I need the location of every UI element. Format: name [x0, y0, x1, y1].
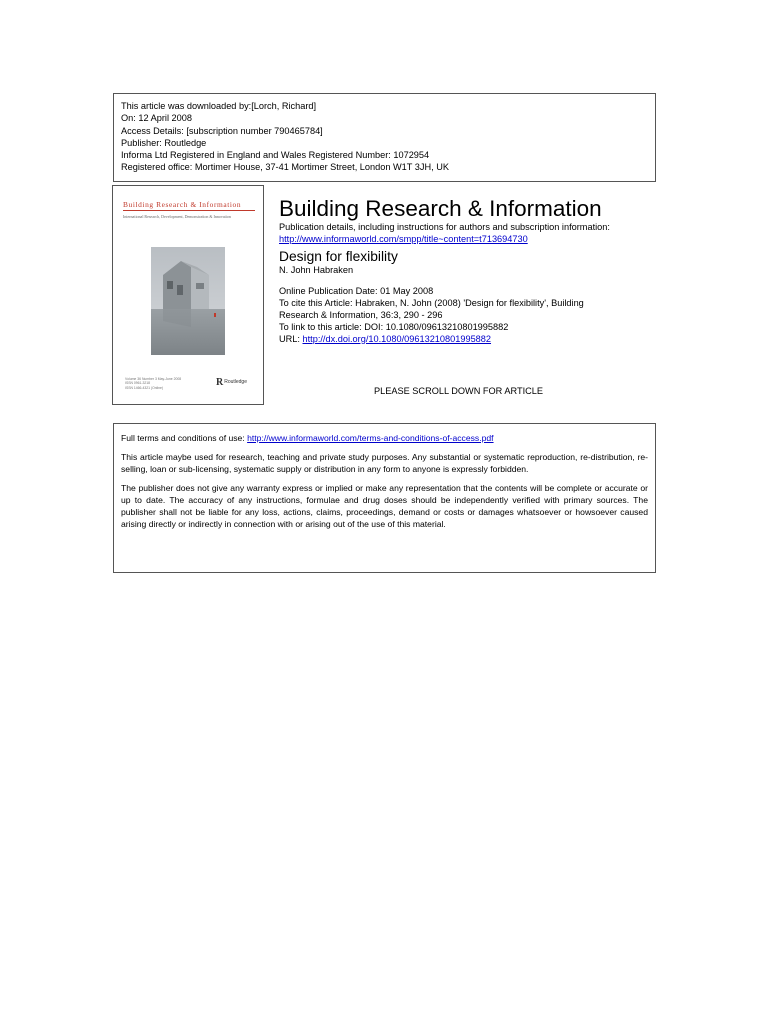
article-title: Design for flexibility	[279, 248, 398, 264]
url-label: URL:	[279, 333, 303, 344]
url-line	[279, 334, 659, 346]
cover-title: Building Research & Information	[123, 200, 242, 209]
disclaimer-paragraph: The publisher does not give any warranty express or implied or make any representation that the contents will be complete or accurate or up to date. The accuracy of any instructions, formulae and drug doses should be independently verified with primary sources. The publisher shall not be liable for any loss, actions, claims, proceedings, demand or costs or damages whatsoever or howsoever caused arising directly or indirectly in connection with or arising out of the use of this material.	[121, 482, 648, 530]
cover-footer-line: ISSN 1466-4321 (Online)	[125, 386, 164, 391]
access-details: Access Details: [subscription number 790465784]	[121, 125, 323, 136]
terms-link[interactable]: http://www.informaworld.com/terms-and-conditions-of-access.pdf	[247, 433, 494, 443]
registered-office: Registered office: Mortimer House, 37-41 Mortimer Street, London W1T 3JH, UK	[121, 162, 449, 173]
download-date: On: 12 April 2008	[121, 113, 192, 124]
journal-title: Building Research & Information	[279, 196, 602, 221]
terms-label: Full terms and conditions of use:	[121, 433, 248, 443]
routledge-logo-icon: R	[215, 377, 224, 388]
article-author: N. John Habraken	[279, 264, 354, 275]
online-publication-date: Online Publication Date: 01 May 2008	[279, 286, 434, 297]
cover-footer-line: ISSN 0961-3218	[125, 381, 151, 386]
usage-paragraph: This article maybe used for research, teaching and private study purposes. Any substantial or systematic reproduction, re-distribution, re-selling, loan or sub-licensing, systematic supply or distribution in any form to anyone is expressly forbidden.	[121, 451, 648, 474]
download-info-box	[113, 93, 656, 182]
doi-line: To link to this article: DOI: 10.1080/09613210801995882	[279, 321, 509, 332]
cover-footer-line: Volume 36 Number 3 May-June 2008	[125, 376, 182, 381]
terms-link-line	[121, 432, 648, 444]
cover-publisher-name: Routledge	[224, 379, 247, 385]
publisher: Publisher: Routledge	[121, 137, 207, 148]
registration: Informa Ltd Registered in England and Wales Registered Number: 1072954	[121, 150, 430, 161]
cover-publisher-logo	[216, 377, 247, 388]
cover-footer	[125, 377, 181, 391]
citation-line: To cite this Article: Habraken, N. John (2008) 'Design for flexibility', Building	[279, 298, 584, 309]
publication-details-note: Publication details, including instructions for authors and subscription information:	[279, 222, 610, 232]
citation-line: Research & Information, 36:3, 290 - 296	[279, 309, 443, 320]
downloaded-by: This article was downloaded by:[Lorch, Richard]	[121, 101, 317, 111]
journal-cover	[112, 185, 264, 405]
cover-subtitle: International Research, Development, Demonstration & Innovation	[123, 214, 231, 219]
doi-link[interactable]: http://dx.doi.org/10.1080/09613210801995882	[302, 333, 492, 344]
cover-rule	[123, 210, 255, 211]
cover-photo	[151, 247, 225, 355]
terms-box	[113, 423, 656, 573]
journal-link[interactable]: http://www.informaworld.com/smpp/title~content=t713694730	[279, 233, 528, 244]
article-details	[279, 196, 659, 345]
scroll-notice: PLEASE SCROLL DOWN FOR ARTICLE	[374, 386, 543, 396]
